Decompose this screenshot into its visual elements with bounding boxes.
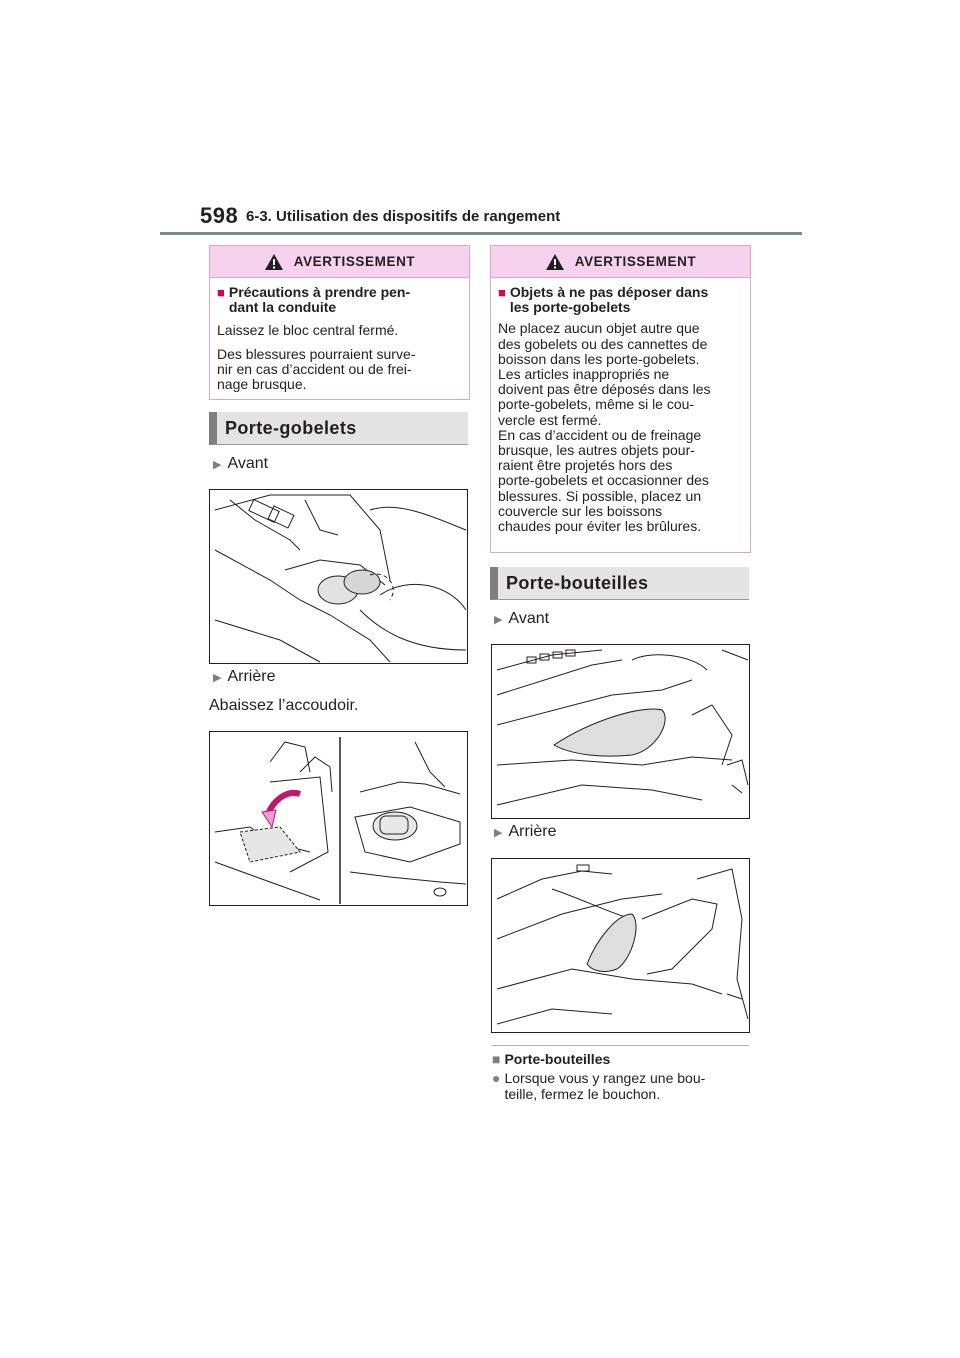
- warning-title: AVERTISSEMENT: [574, 254, 697, 269]
- square-bullet-icon: ■: [498, 285, 506, 300]
- bullet-rear: ▶ Arrière: [494, 823, 557, 840]
- right-triangle-bullet-icon: ▶: [494, 826, 503, 839]
- header-rule: [160, 232, 802, 235]
- warning-title: AVERTISSEMENT: [293, 254, 416, 269]
- section-title: 6-3. Utilisation des dispositifs de rangement: [246, 208, 561, 225]
- warning-triangle-icon: [264, 253, 284, 271]
- bullet-front: ▶ Avant: [494, 610, 550, 627]
- warning-subtitle: ■ Précautions à prendre pen- dant la conduite: [217, 284, 411, 316]
- circle-bullet-icon: ●: [492, 1070, 501, 1086]
- right-triangle-bullet-icon: ▶: [213, 671, 222, 684]
- warning-subtitle: ■ Objets à ne pas déposer dans les porte-gobelets: [498, 284, 709, 316]
- note-rule: [492, 1045, 749, 1046]
- warning-box-right: [490, 245, 751, 553]
- rear-instruction: Abaissez l’accoudoir.: [209, 697, 359, 714]
- warning-header: [210, 246, 469, 278]
- figure-rear-bottle-holder: [491, 858, 750, 1033]
- right-triangle-bullet-icon: ▶: [494, 613, 503, 626]
- figure-front-bottle-holder: [491, 644, 750, 819]
- warning-box-left: [209, 245, 470, 400]
- note-item: ● Lorsque vous y rangez une bou- teille, fermez le bouchon.: [492, 1070, 706, 1102]
- figure-front-cup-holder: [209, 489, 468, 664]
- warning-paragraph: Des blessures pourraient surve- nir en cas d’accident ou de frei- nage brusque.: [217, 345, 416, 393]
- heading-cup-holders: Porte-gobelets: [209, 412, 468, 445]
- figure-rear-cup-holder: [209, 731, 468, 906]
- square-bullet-icon: ■: [217, 285, 225, 300]
- page-number: 598: [200, 203, 239, 228]
- warning-paragraph: Ne placez aucun objet autre que des gobelets ou des cannettes de boisson dans les porte-gobelets. Les articles inappropriés ne doivent pas être déposés dans les porte-gobelets, même si le cou- vercle est fermé. En cas d’accident ou de freinage brusque, les autres objets pour- raient être projetés hors des porte-gobelets et occasionner des blessures. Si possible, placez un couvercle sur les boissons chaudes pour éviter les brûlures.: [498, 320, 711, 535]
- warning-triangle-icon: [545, 253, 565, 271]
- note-heading: ■ Porte-bouteilles: [492, 1051, 611, 1067]
- warning-header: [491, 246, 750, 278]
- square-bullet-icon: ■: [492, 1051, 501, 1067]
- right-triangle-bullet-icon: ▶: [213, 458, 222, 471]
- heading-bottle-holders: Porte-bouteilles: [490, 567, 749, 600]
- bullet-front: ▶ Avant: [213, 455, 269, 472]
- warning-paragraph: Laissez le bloc central fermé.: [217, 322, 399, 339]
- bullet-rear: ▶ Arrière: [213, 668, 276, 685]
